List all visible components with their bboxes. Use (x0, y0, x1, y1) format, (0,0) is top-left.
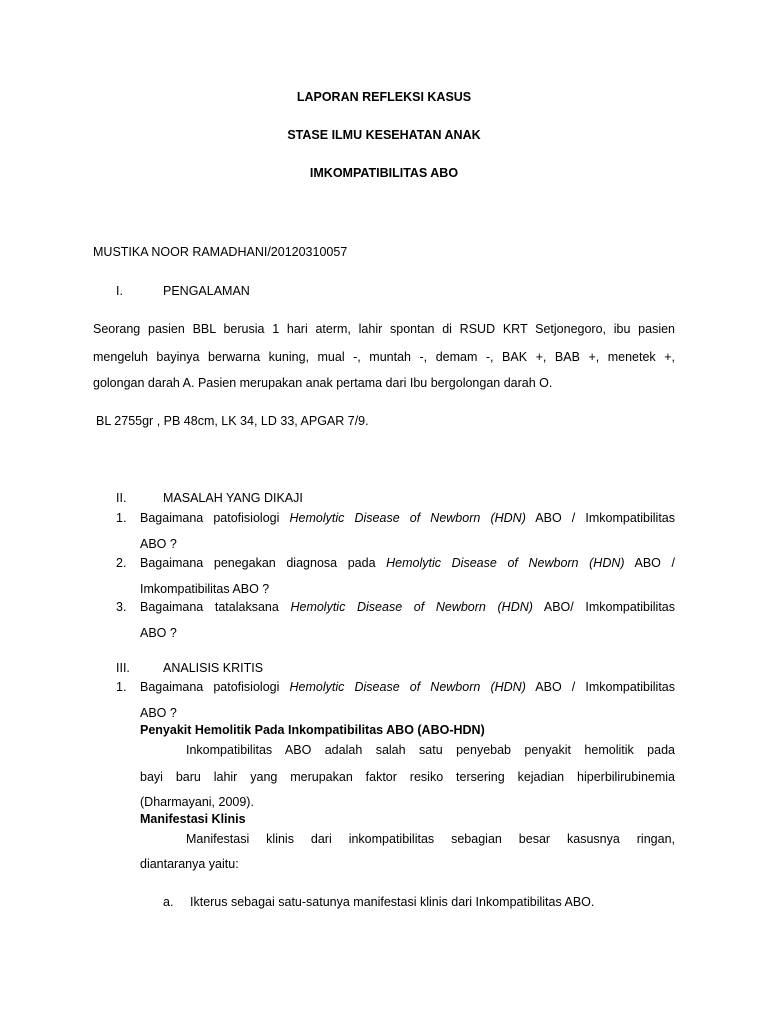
problem-2-text: Bagaimana penegakan diagnosa pada Hemolytic Disease of Newborn (HDN) ABO / (140, 556, 675, 570)
vitals-line: BL 2755gr , PB 48cm, LK 34, LD 33, APGAR 7/9. (96, 414, 369, 428)
section-3-heading: ANALISIS KRITIS (163, 661, 264, 675)
subheading-manifestasi-klinis: Manifestasi Klinis (140, 812, 246, 826)
section-3-number: III. (116, 661, 130, 675)
abo-hdn-line-1: Inkompatibilitas ABO adalah salah satu penyebab penyakit hemolitik pada (186, 743, 675, 757)
problem-1-continuation: ABO ? (140, 537, 177, 551)
analysis-1-continuation: ABO ? (140, 706, 177, 720)
section-2-heading: MASALAH YANG DIKAJI (163, 491, 303, 505)
section-1-paragraph-line-3: golongan darah A. Pasien merupakan anak pertama dari Ibu bergolongan darah O. (93, 376, 553, 390)
report-subtitle-topic: IMKOMPATIBILITAS ABO (309, 166, 459, 180)
report-title: LAPORAN REFLEKSI KASUS (296, 90, 472, 104)
list-item-a-text: Ikterus sebagai satu-satunya manifestasi klinis dari Inkompatibilitas ABO. (190, 895, 595, 909)
abo-hdn-line-2: bayi baru lahir yang merupakan faktor resiko tersering kejadian hiperbilirubinemia (140, 770, 675, 784)
problem-3-continuation: ABO ? (140, 626, 177, 640)
analysis-1-number: 1. (116, 680, 127, 694)
section-1-paragraph-line-2: mengeluh bayinya berwarna kuning, mual -, muntah -, demam -, BAK +, BAB +, menetek +, (93, 350, 675, 364)
manifestasi-line-1: Manifestasi klinis dari inkompatibilitas sebagian besar kasusnya ringan, (186, 832, 675, 846)
analysis-1-text: Bagaimana patofisiologi Hemolytic Disease of Newborn (HDN) ABO / Imkompatibilitas (140, 680, 675, 694)
section-1-paragraph-line-1: Seorang pasien BBL berusia 1 hari aterm, lahir spontan di RSUD KRT Setjonegoro, ibu pasien (93, 322, 675, 336)
section-1-number: I. (116, 284, 123, 298)
subheading-abo-hdn: Penyakit Hemolitik Pada Inkompatibilitas ABO (ABO-HDN) (140, 723, 485, 737)
report-subtitle-stase: STASE ILMU KESEHATAN ANAK (287, 128, 481, 142)
section-1-heading: PENGALAMAN (163, 284, 250, 298)
list-item-a-letter: a. (163, 895, 174, 909)
problem-3-number: 3. (116, 600, 127, 614)
abo-hdn-line-3: (Dharmayani, 2009). (140, 795, 254, 809)
problem-2-number: 2. (116, 556, 127, 570)
problem-2-continuation: Imkompatibilitas ABO ? (140, 582, 270, 596)
manifestasi-line-2: diantaranya yaitu: (140, 857, 239, 871)
section-2-number: II. (116, 491, 127, 505)
problem-3-text: Bagaimana tatalaksana Hemolytic Disease of Newborn (HDN) ABO/ Imkompatibilitas (140, 600, 675, 614)
author-line: MUSTIKA NOOR RAMADHANI/20120310057 (93, 245, 348, 259)
problem-1-text: Bagaimana patofisiologi Hemolytic Disease of Newborn (HDN) ABO / Imkompatibilitas (140, 511, 675, 525)
problem-1-number: 1. (116, 511, 127, 525)
